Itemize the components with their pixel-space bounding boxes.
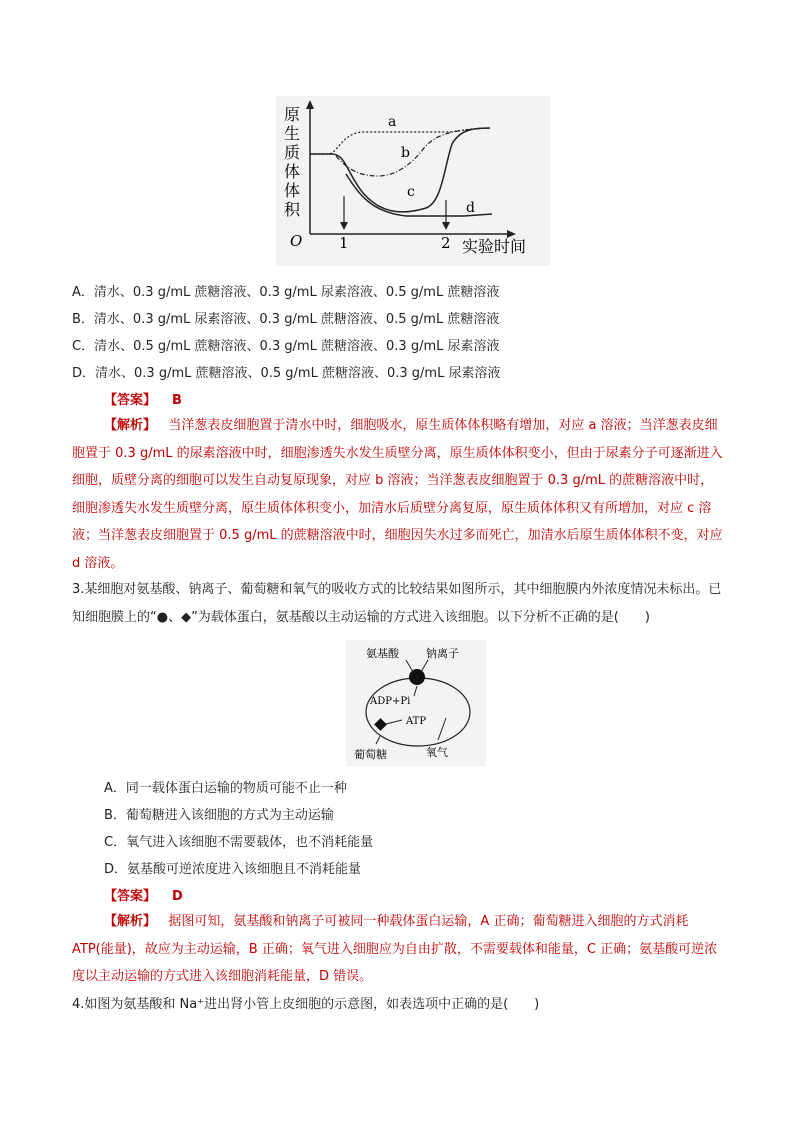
arrow-atp: [386, 720, 402, 724]
curve-graph: [276, 96, 550, 266]
q3-analysis: [72, 908, 724, 991]
tick-label-2: 2: [441, 234, 451, 252]
q2-answer: [104, 392, 182, 410]
ylabel-char-5: 积: [284, 200, 301, 219]
q3-option-c: C．氧气进入该细胞不需要载体，也不消耗能量: [104, 835, 374, 850]
q2-answer-tag: 【答案】: [104, 393, 157, 408]
cell-membrane: [366, 678, 470, 746]
label-b: b: [401, 145, 410, 161]
arrow-oxygen: [438, 718, 446, 740]
q3-analysis-tag: 【解析】: [104, 914, 157, 929]
q2-analysis-tag: 【解析】: [104, 418, 157, 433]
label-glucose: 葡萄糖: [354, 748, 387, 761]
carrier-protein-circle: [409, 669, 425, 685]
figure-cell-transport: [346, 640, 486, 766]
label-oxygen: 氧气: [426, 746, 448, 759]
q3-answer-tag: 【答案】: [104, 889, 157, 904]
origin-label: O: [290, 232, 303, 250]
q2-option-b: B．清水、0.3 g/mL 尿素溶液、0.3 g/mL 蔗糖溶液、0.5 g/mL 蔗糖溶液: [72, 312, 500, 327]
q2-analysis: [72, 412, 724, 577]
q3-answer: [104, 888, 183, 906]
y-axis-arrow: [306, 100, 314, 109]
label-d: d: [466, 200, 475, 216]
arrow-glucose: [376, 736, 380, 744]
arrow-amino-in: [406, 660, 413, 672]
ylabel-char-4: 体: [284, 181, 301, 200]
q3-option-b: B．葡萄糖进入该细胞的方式为主动运输: [104, 808, 334, 823]
q3-stem: 3.某细胞对氨基酸、钠离子、葡萄糖和氧气的吸收方式的比较结果如图所示，其中细胞膜内外浓度情况未标出。已知细胞膜上的“●、◆”为载体蛋白，氨基酸以主动运输的方式进入该细胞。以下分析不正确的是( ): [72, 582, 722, 625]
tick-label-1: 1: [339, 234, 349, 252]
label-atp: ATP: [406, 716, 427, 727]
ylabel-char-3: 体: [284, 162, 301, 181]
ylabel-char-0: 原: [284, 105, 301, 124]
label-amino-acid: 氨基酸: [366, 647, 399, 660]
ylabel-char-1: 生: [284, 124, 301, 143]
arrow-sodium-in: [421, 660, 428, 672]
q3-analysis-text: 据图可知，氨基酸和钠离子可被同一种载体蛋白运输，A 正确；葡萄糖进入细胞的方式消耗 ATP(能量)，故应为主动运输，B 正确；氧气进入细胞应为自由扩散，不需要载体和能量，C 正确；氨基酸可逆浓度以主动运输的方式进入该细胞消耗能量，D 错误。: [72, 914, 718, 984]
arrow-head-1: [340, 222, 348, 230]
arrow-head-2: [442, 222, 450, 230]
q3-answer-value: D: [172, 889, 183, 904]
label-sodium: 钠离子: [426, 647, 459, 660]
q4-stem: 4.如图为氨基酸和 Na⁺进出肾小管上皮细胞的示意图，如表选项中正确的是( ): [72, 997, 540, 1012]
q3-option-a: A．同一载体蛋白运输的物质可能不止一种: [104, 781, 347, 796]
arrow-inside: [414, 686, 417, 696]
label-c: c: [407, 184, 415, 200]
cell-diagram: [346, 640, 486, 766]
q2-analysis-text: 当洋葱表皮细胞置于清水中时，细胞吸水，原生质体体积略有增加，对应 a 溶液；当洋葱表皮细胞置于 0.3 g/mL 的尿素溶液中时，细胞渗透失水发生质壁分离，原生质体体积变小，但由于尿素分子可逐渐进入细胞，质壁分离的细胞可以发生自动复原现象，对应 b 溶液；当洋葱表皮细胞置于 0.3 g/mL 的蔗糖溶液中时，细胞渗透失水发生质壁分离，原生质体体积变小，加清水后质壁分离复原，原生质体体积又有所增加，对应 c 溶液；当洋葱表皮细胞置于 0.5 g/mL 的蔗糖溶液中时，细胞因失水过多而死亡，加清水后原生质体体积不变，对应 d 溶液。: [72, 418, 723, 571]
q2-answer-value: B: [172, 393, 182, 408]
carrier-protein-diamond: [374, 718, 387, 731]
ylabel-char-2: 质: [284, 143, 301, 162]
xlabel: 实验时间: [462, 237, 527, 256]
q2-option-d: D．清水、0.3 g/mL 蔗糖溶液、0.5 g/mL 蔗糖溶液、0.3 g/mL 尿素溶液: [72, 366, 501, 381]
figure-protoplast-volume: [276, 96, 550, 266]
curve-b: [336, 128, 490, 176]
q2-option-c: C．清水、0.5 g/mL 蔗糖溶液、0.3 g/mL 蔗糖溶液、0.3 g/mL 尿素溶液: [72, 339, 500, 354]
label-adp: ADP+Pi: [370, 696, 411, 707]
label-a: a: [388, 114, 397, 130]
q3-option-d: D．氨基酸可逆浓度进入该细胞且不消耗能量: [104, 862, 362, 877]
q2-option-a: A．清水、0.3 g/mL 蔗糖溶液、0.3 g/mL 尿素溶液、0.5 g/mL 蔗糖溶液: [72, 285, 500, 300]
